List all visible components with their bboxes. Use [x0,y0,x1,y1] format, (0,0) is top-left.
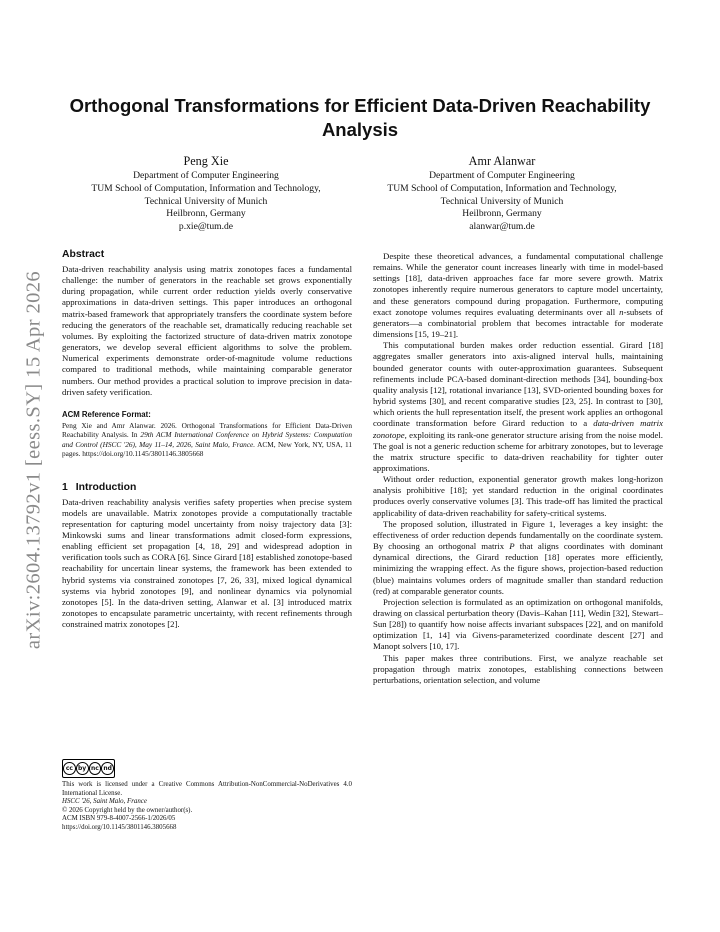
nc-icon: nc [89,762,102,775]
author-block-1 [58,154,354,234]
license-text: This work is licensed under a Creative Commons Attribution-NonCommercial-NoDerivatives 4.0 International License. [62,781,352,797]
text-run: , exploiting its rank-one generator structure arising from the noise model. The goal is not a generic reduction scheme for arbitrary zonotopes, but to leverage the matrix structure specific to data-driven reachability for tighter outer approximations. [373,429,663,473]
paragraph [373,251,663,340]
math-symbol: n [619,306,624,317]
reference-authors: Peng Xie and Amr Alanwar. 2026. Orthogonal Transformations for Efficient Data-Driven Reachability Analysis. In [62,420,352,440]
author-school: TUM School of Computation, Information and Technology, [387,182,617,194]
by-icon: by [76,762,89,775]
text-run: that aligns coordinates with dominant dynamical directions, the Girard reduction [18] operates more efficiently, minimizing the wrapping effect. As the figure shows, projection-based reduction (blue) maintains volumes orders of magnitude smaller than standard reduction (red) at comparable generator counts. [373,541,663,596]
text-run: The proposed solution, illustrated in Figure 1, leverages a key insight: the effectiveness of order reduction depends fundamentally on the coordinate system. By choosing an orthogonal matrix [373,518,663,552]
license-block [62,759,352,833]
isbn-line: ACM ISBN 979-8-4007-2566-1/2026/05 [62,815,176,823]
paragraph: This paper makes three contributions. First, we analyze reachable set propagation through matrix zonotopes, establishing connections between perturbations, orientation selection, and volume [373,652,663,685]
abstract-heading: Abstract [62,249,105,260]
author-university: Technical University of Munich [144,195,268,207]
math-symbol: P [509,541,515,552]
author-department: Department of Computer Engineering [429,170,575,181]
nd-icon: nd [101,762,114,775]
creative-commons-badge [62,759,115,778]
author-email: alanwar@tum.de [469,221,535,233]
reference-publisher: ACM, New York, NY, USA, 11 pages. https://doi.org/10.1145/3801146.3805668 [62,439,352,459]
paragraph: Projection selection is formulated as an optimization on orthogonal manifolds, drawing on classical perturbation theory (Davis–Kahan [11], Wedin [32], Stewart–Sun [28]) to quantify how noise affects invariant subspaces [22], and on manifold optimization [1, 14] via Givens-parameterized coordinate descent [27] and Manopt solvers [10, 17]. [373,596,663,652]
cc-icon: cc [63,762,76,775]
text-run: This computational burden makes order reduction essential. Girard [18] aggregates smaller generators into axis-aligned interval hulls, maintaining bounded generator counts with outer-approximation guarantees. Subsequent refinements include PCA-based dominant-direction methods [34], bounding-box quality analysis [12], rotational invariance [13], SVD-oriented bounding boxes for hybrid systems [30], and recent comparative studies [23, 25]. In contrast to [30], which orients the hull representation itself, the present work applies an orthogonal coordinate transformation before Girard reduction to a [373,340,663,429]
author-city: Heilbronn, Germany [462,208,542,220]
copyright-line: © 2026 Copyright held by the owner/author(s). [62,806,193,814]
emphasis: data-driven matrix zonotope [373,418,663,440]
author-city: Heilbronn, Germany [166,208,246,220]
paragraph: Without order reduction, exponential generator growth makes long-horizon analysis prohibitive [18]; yet standard reduction in the original coordinates produces overly conservative volumes [3]. This trade-off has limited the practical applicability of data-driven reachability for safety-critical systems. [373,474,663,518]
arxiv-id-text: arXiv:2604.13792v1 [eess.SY] 15 Apr 2026 [22,270,45,650]
paragraph [373,519,663,597]
doi-link: https://doi.org/10.1145/3801146.3805668 [62,823,177,831]
right-column [373,251,663,686]
section-title: Introduction [75,481,137,493]
paragraph [373,340,663,474]
author-email: p.xie@tum.de [178,221,234,233]
section-number: 1 [62,481,68,493]
reference-venue: 29th ACM International Conference on Hybrid Systems: Computation and Control (HSCC '26), May 11–14, 2026, Saint Malo, France. [62,430,352,449]
introduction-heading [62,481,352,494]
arxiv-identifier [20,250,48,670]
author-name: Peng Xie [183,154,229,168]
intro-paragraph-1: Data-driven reachability analysis verifies safety properties when precise system models are unavailable. Matrix zonotopes provide a computationally tractable representation for capturing model uncertainty from noisy trajectory data [3]: Minkowski sums and linear transformations admit closed-form expressions, enabling efficient set propagation [4, 18, 29] and widespread adoption in verification tools such as CORA [6]. Since Girard [18] established zonotope-based reachability for uncertain linear systems, the framework has been extended to hybrid systems via constrained zonotopes [7, 26, 33], mixed logical dynamical systems via hybrid zonotopes [9], and nonlinear dynamics via polynomial zonotopes [5]. In the data-driven setting, Alanwar et al. [3] introduced matrix zonotopes to encapsulate parametric uncertainty, with recent refinements through constrained matrix zonotopes [2]. [62,496,352,630]
acm-reference-heading: ACM Reference Format: [62,409,151,419]
author-school: TUM School of Computation, Information and Technology, [91,182,321,194]
acm-reference-text [62,421,352,459]
author-department: Department of Computer Engineering [133,170,279,181]
paper-title: Orthogonal Transformations for Efficient Data-Driven Reachability Analysis [69,95,651,140]
text-run: -subsets of generators—a combinatorial problem that becomes intractable for moderate dimensions [15, 19–21]. [373,306,664,340]
author-block-2 [354,154,650,234]
author-university: Technical University of Munich [440,195,564,207]
conference-line: HSCC '26, Saint Malo, France [62,798,147,806]
abstract-text: Data-driven reachability analysis using matrix zonotopes faces a fundamental challenge: the number of generators in the reachable set grows exponentially during propagation, while current order reduction yields overly conservative approximations in data-driven settings. This paper introduces an orthogonal matrix-based framework that appropriately transfers the coordinate system before reducing the generators of the reachable set, dramatically reducing reachable set volumes. By exploiting the factorized structure of data-driven matrix zonotope generators, we develop several efficient algorithms to solve the problem. Numerical experiments demonstrate order-of-magnitude volume reductions compared to traditional methods, while maintaining comparable generator numbers. Our method provides a practical solution to improve precision in data-driven safety verification. [62,264,352,397]
author-name: Amr Alanwar [468,154,536,168]
text-run: Despite these theoretical advances, a fundamental computational challenge remains. While the generator count increases linearly with time in model-based settings [18], data-driven approaches face far more severe growth. Matrix zonotopes inherently require numerous generators to capture model uncertainty, and these generators compound during propagation. Furthermore, computing exact zonotope volumes requires evaluating determinants over all [373,251,663,317]
left-column [62,248,352,630]
